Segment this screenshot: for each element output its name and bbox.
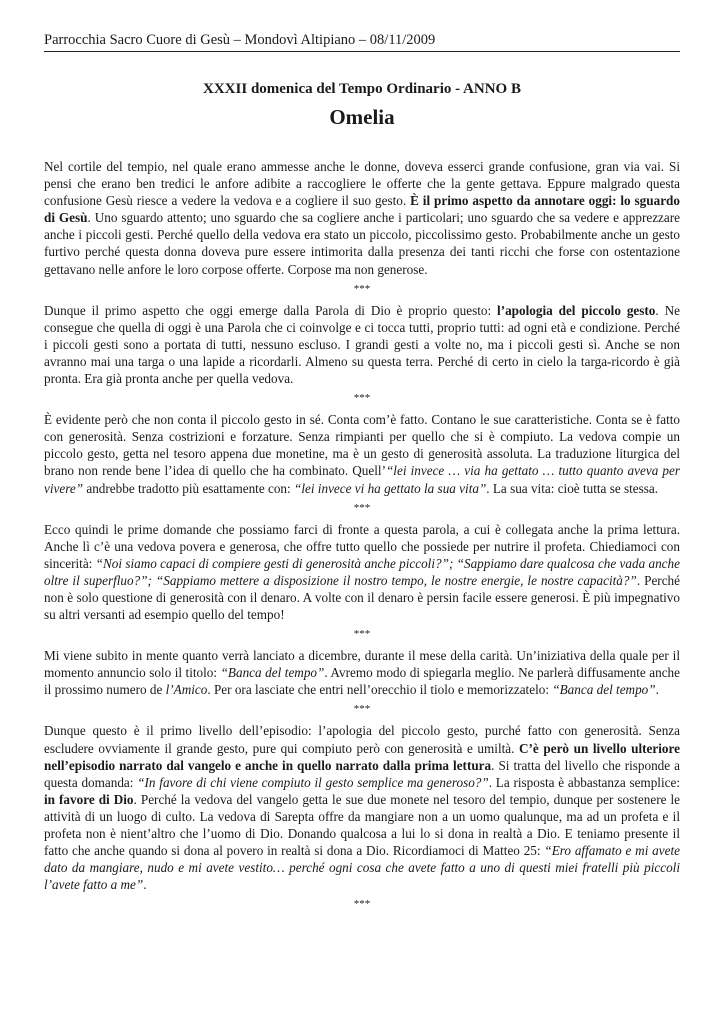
paragraph-4: Ecco quindi le prime domande che possiamo farci di fronte a questa parola, a cui è collegata anche la prima lettura. Anche lì c’è una vedova povera e generosa, che offre tutto quello che possiede per nutrire il profeta. Chiediamoci con sincerità: “Noi siamo capaci di compiere gesti di generosità anche piccoli?”; “Sappiamo dare qualcosa che vada anche oltre il superfluo?”; “Sappiamo mettere a disposizione il nostro tempo, le nostre energie, le nostre capacità?”. Perché non è solo questione di generosità con il denaro. A volte con il denaro è persin facile essere generosi. È più impegnativo su altri versanti ad esempio quello del tempo! (44, 521, 681, 623)
paragraph-5: Mi viene subito in mente quanto verrà lanciato a dicembre, durante il mese della carità. Un’iniziativa della quale per il momento annuncio solo il titolo: “Banca del tempo”. Avremo modo di spiegarla meglio. Ne parlerà diffusamente anche il prossimo numero de l’Amico. Per ora lasciate che entri nell’orecchio il tiolo e memorizzatelo: “Banca del tempo”. (44, 648, 680, 698)
section-separator: *** (353, 501, 371, 514)
section-separator: *** (353, 392, 371, 405)
document-subtitle: Omelia (329, 105, 395, 129)
homily-body (44, 158, 680, 917)
document-title: XXXII domenica del Tempo Ordinario - ANNO B (203, 81, 521, 97)
paragraph-3: È evidente però che non conta il piccolo gesto in sé. Conta com’è fatto. Contano le sue caratteristiche. Conta se è fatto con generosità. Senza costrizioni e forzature. Senza rimpianti per quello che si è compiuto. La vedova compie un piccolo gesto, getta nel tesoro appena due monetine, ma è un gesto di generosità assoluta. La traduzione liturgica del brano non rende bene l’idea di quello che ha combinato. Quell’“lei invece … via ha gettato … tutto quanto aveva per vivere” andrebbe tradotto più esattamente con: “lei invece vi ha gettato la sua vita”. La sua vita: cioè tutta se stessa. (44, 412, 680, 496)
paragraph-6: Dunque questo è il primo livello dell’episodio: l’apologia del piccolo gesto, purché fatto con generosità. Senza escludere ovviamente il grande gesto, pure qui compiuto però con generosità e umiltà. C’è però un livello ulteriore nell’episodio narrato dal vangelo e anche in quello narrato dalla prima lettura. Si tratta del livello che risponde a questa domanda: “In favore di chi viene compiuto il gesto semplice ma generoso?”. La risposta è abbastanza semplice: in favore di Dio. Perché la vedova del vangelo getta le sue due monete nel tesoro del tempio, dunque per sostenere le attività di un luogo di culto. La vedova di Sarepta offre da mangiare non a un uomo qualunque, ma ad un profeta e il profeta non è nient’altro che l’uomo di Dio. Donando qualcosa a lui lo si dona in realtà a Dio. E teniamo presente il fatto che anche quando si dona al povero in realtà si dona a Dio. Ricordiamoci di Matteo 25: “Ero affamato e mi avete dato da mangiare, nudo e mi avete vestito… perché ogni cosa che avete fatto a uno di questi miei fratelli più piccoli l’avete fatto a me”. (44, 723, 680, 893)
section-separator: *** (353, 282, 371, 295)
paragraph-1: Nel cortile del tempio, nel quale erano ammesse anche le donne, doveva esserci grande confusione, gran via vai. Si pensi che erano ben tredici le anfore adibite a raccogliere le offerte che la gente gettava. Eppure malgrado questa confusione Gesù riesce a vedere la vedova e a cogliere il suo gesto. È il primo aspetto da annotare oggi: lo sguardo di Gesù. Uno sguardo attento; uno sguardo che sa cogliere anche i particolari; uno sguardo che sa vedere e apprezzare anche i piccoli gesti. Perché quello della vedova era stato un piccolo, piccolissimo gesto. Probabilmente anche un gesto furtivo perché questa donna doveva pure essere intimorita dalla presenza dei tanti ricchi che forse con ostentazione gettavano nelle anfore le loro corpose offerte. Corpose ma non generose. (44, 159, 680, 277)
section-separator: *** (353, 628, 371, 641)
page-header: Parrocchia Sacro Cuore di Gesù – Mondovì Altipiano – 08/11/2009 (44, 32, 436, 48)
section-separator: *** (353, 898, 371, 911)
section-separator: *** (353, 703, 371, 716)
paragraph-2: Dunque il primo aspetto che oggi emerge dalla Parola di Dio è proprio questo: l’apologia del piccolo gesto. Ne consegue che quella di oggi è una Parola che ci coinvolge e ci tocca tutti, proprio tutti: ad ogni età e condizione. Perché i piccoli gesti sono a portata di tutti, nessuno escluso. I grandi gesti a volte no, ma i piccoli gesti sì. Anche se non avranno mai una targa o una lapide a ricordarli. Almeno su questa terra. Perché di certo in cielo la targa-ricordo è già pronta. Era già pronta anche per quella vedova. (44, 302, 680, 387)
header-rule (44, 51, 680, 52)
